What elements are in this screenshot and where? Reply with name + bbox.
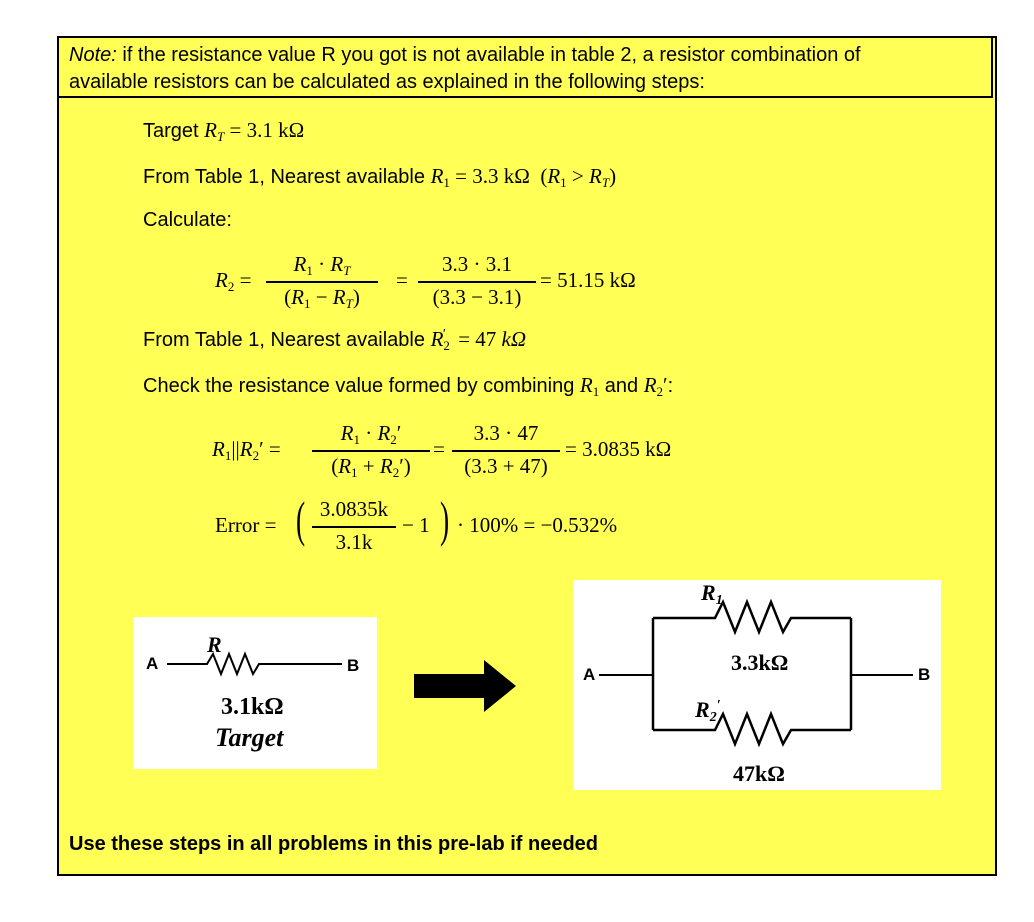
par-frac-den: $(R_1 + R_2')$ bbox=[331, 454, 411, 480]
r1-value: 3.3kΩ bbox=[731, 650, 789, 675]
target-value: 3.1 kΩ bbox=[246, 118, 305, 142]
error-result: · 100% = −0.532% bbox=[457, 513, 618, 537]
left-resistor-label: R bbox=[207, 632, 222, 657]
r2-value: 47kΩ bbox=[733, 761, 785, 786]
r2-equals: = bbox=[396, 268, 408, 292]
r1-label: $R_1$ bbox=[701, 580, 723, 608]
parallel-resistor-diagram bbox=[573, 580, 941, 790]
error-close-paren: ) bbox=[440, 491, 450, 547]
par-num-line bbox=[452, 450, 560, 452]
note-line-1 bbox=[69, 44, 861, 67]
error-label-wrap: Error = bbox=[215, 513, 277, 537]
note-text-1: if the resistance value R you got is not available in table 2, a resistor combination of bbox=[116, 44, 861, 66]
footer-instruction: Use these steps in all problems in this pre-lab if needed bbox=[69, 833, 599, 855]
left-circuit bbox=[133, 617, 377, 769]
par-num-den: (3.3 + 47) bbox=[464, 454, 548, 478]
par-result: = 3.0835 kΩ bbox=[565, 437, 672, 461]
target-prefix: Target bbox=[143, 120, 199, 142]
r2-label: $R_2'$ bbox=[695, 697, 721, 725]
r2-num-num: 3.3 · 3.1 bbox=[442, 252, 512, 276]
error-tail: − 1 bbox=[402, 513, 430, 537]
r2-lhs: $R_2$ = bbox=[215, 268, 252, 294]
par-num-num: 3.3 · 47 bbox=[473, 421, 539, 445]
r2-result: = 51.15 kΩ bbox=[540, 268, 636, 292]
r2-num-line bbox=[418, 281, 536, 283]
par-lhs: $R_1||R_2'$ = bbox=[212, 437, 281, 463]
par-frac-num: $R_1 \cdot R_2'$ bbox=[340, 421, 402, 447]
r2-num-den: (3.3 − 3.1) bbox=[432, 285, 522, 309]
right-node-a: A bbox=[583, 665, 596, 684]
left-node-b: B bbox=[347, 656, 360, 675]
r2-frac-line bbox=[266, 281, 378, 283]
left-node-a: A bbox=[146, 654, 159, 673]
calculate-label: Calculate: bbox=[143, 209, 232, 231]
r2-frac-den: $(R_1 - R_T)$ bbox=[284, 285, 360, 311]
par-equals: = bbox=[433, 437, 445, 461]
error-frac-den: 3.1k bbox=[335, 530, 373, 554]
nearest-r2-value: 47 bbox=[475, 327, 497, 351]
nearest-r1-value: 3.3 kΩ bbox=[472, 164, 530, 188]
error-frac-line bbox=[312, 526, 396, 528]
error-open-paren: ( bbox=[296, 491, 306, 547]
check-line: Check the resistance value formed by combining $R_1$ and $R_2'$: bbox=[143, 373, 674, 399]
nearest-r1-text: From Table 1, Nearest available bbox=[143, 166, 425, 188]
check-and: and bbox=[604, 375, 639, 397]
target-line: Target $R_T = 3.1$ kΩ bbox=[143, 118, 305, 144]
par-frac-line bbox=[312, 450, 430, 452]
left-resistor-value: 3.1kΩ bbox=[221, 694, 284, 720]
check-text: Check the resistance value formed by combining bbox=[143, 375, 575, 397]
right-circuit bbox=[573, 580, 941, 790]
note-label: Note: bbox=[69, 44, 117, 66]
left-target-caption: Target bbox=[215, 723, 284, 752]
nearest-r1-line: From Table 1, Nearest available $R_1 = 3.3$ kΩ $(R_1 > R_T)$ bbox=[143, 164, 617, 190]
arrow-right-icon bbox=[414, 660, 518, 712]
right-node-b: B bbox=[918, 665, 931, 684]
r2-frac-num: $R_1 \cdot R_T$ bbox=[293, 252, 351, 278]
error-frac-num: 3.0835k bbox=[319, 497, 389, 521]
note-line-2: available resistors can be calculated as explained in the following steps: bbox=[69, 71, 705, 93]
nearest-r2-line: From Table 1, Nearest available $R_2' = 47$ kΩ bbox=[143, 327, 527, 353]
nearest-r2-text: From Table 1, Nearest available bbox=[143, 329, 425, 351]
error-label: Error bbox=[215, 513, 260, 537]
